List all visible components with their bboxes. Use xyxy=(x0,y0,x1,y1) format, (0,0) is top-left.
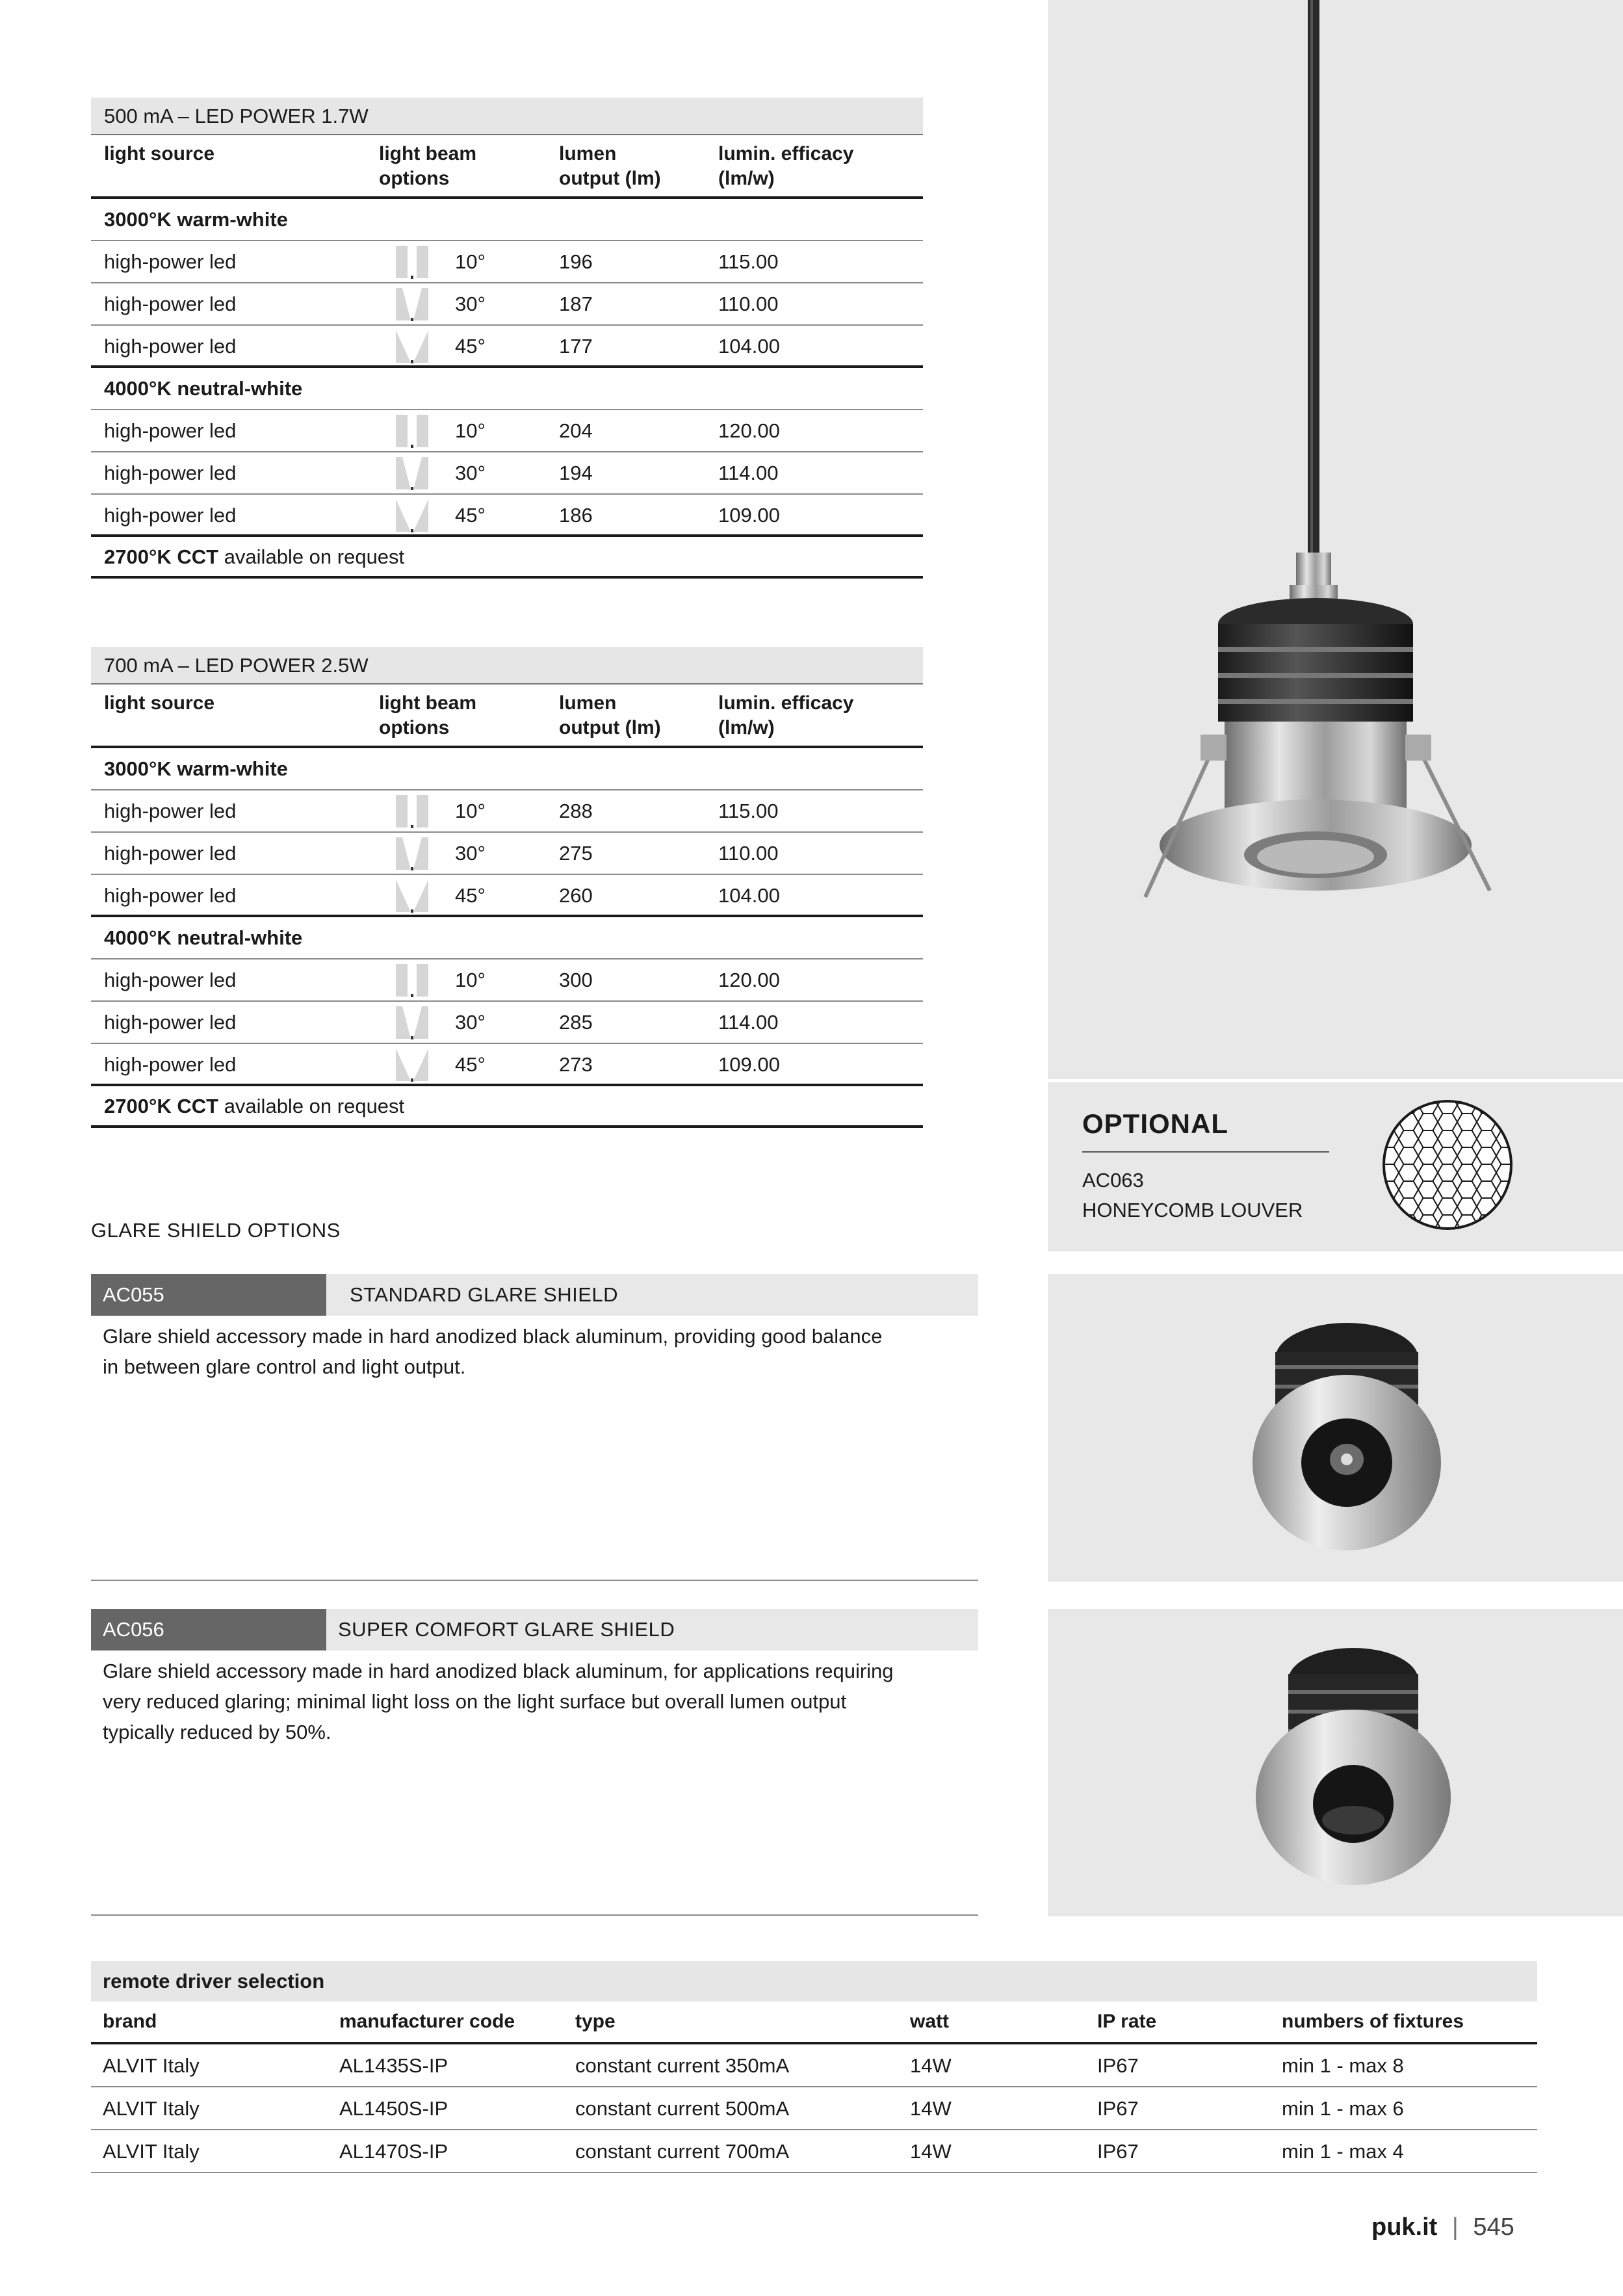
table-row: high-power led 45° 260 104.00 xyxy=(91,875,923,917)
optional-title: OPTIONAL xyxy=(1082,1108,1228,1139)
honeycomb-louver-icon xyxy=(1379,1097,1516,1233)
product-image-panel xyxy=(1048,0,1623,1079)
glare-shield-code: AC056 xyxy=(91,1609,326,1650)
col-light-source: light source xyxy=(104,143,215,164)
table-row: high-power led 30° 194 114.00 xyxy=(91,452,923,495)
table-row: high-power led 30° 187 110.00 xyxy=(91,283,923,326)
col-lumen: lumen output (lm) xyxy=(559,692,661,738)
beam-45-icon xyxy=(393,498,431,533)
table-row: high-power led 45° 177 104.00 xyxy=(91,326,923,368)
remote-driver-table xyxy=(91,1961,1537,2173)
spec-table-500ma xyxy=(91,98,923,579)
table-row: ALVIT Italy AL1435S-IP constant current 350mA 14W IP67 min 1 - max 8 xyxy=(91,2044,1537,2087)
table-row: high-power led 30° 275 110.00 xyxy=(91,833,923,875)
beam-30-icon xyxy=(393,1005,431,1040)
table-footnote: 2700°K CCT available on request xyxy=(91,1086,923,1128)
table-row: high-power led 30° 285 114.00 xyxy=(91,1002,923,1044)
super-comfort-glare-shield-image xyxy=(1048,1609,1623,1916)
glare-shield-description: Glare shield accessory made in hard anodized black aluminum, providing good balance in between glare control and light output. xyxy=(103,1325,883,1378)
glare-shield-code: AC055 xyxy=(91,1274,326,1316)
table-title: 700 mA – LED POWER 2.5W xyxy=(91,647,923,685)
table-header-row xyxy=(91,135,923,199)
col-beam: light beam options xyxy=(379,692,477,738)
section-row: 4000°K neutral-white xyxy=(91,368,923,410)
section-row: 3000°K warm-white xyxy=(91,748,923,790)
beam-30-icon xyxy=(393,836,431,871)
optional-accessory-panel xyxy=(1048,1082,1623,1251)
beam-10-icon xyxy=(393,963,431,998)
table-header-row xyxy=(91,685,923,748)
table-row: high-power led 10° 196 115.00 xyxy=(91,241,923,283)
table-footnote: 2700°K CCT available on request xyxy=(91,537,923,579)
table-row: ALVIT Italy AL1450S-IP constant current 500mA 14W IP67 min 1 - max 6 xyxy=(91,2087,1537,2130)
table-row: high-power led 45° 273 109.00 xyxy=(91,1044,923,1086)
col-efficacy: lumin. efficacy (lm/w) xyxy=(718,143,854,189)
site-link[interactable]: puk.it xyxy=(1371,2213,1438,2241)
beam-30-icon xyxy=(393,287,431,322)
beam-45-icon xyxy=(393,878,431,913)
footer-separator: | xyxy=(1451,2213,1459,2241)
driver-table-title: remote driver selection xyxy=(91,1961,1537,2002)
beam-45-icon xyxy=(393,329,431,364)
col-light-source: light source xyxy=(104,692,215,714)
glare-shield-title: STANDARD GLARE SHIELD xyxy=(350,1283,619,1306)
ac055-image-panel xyxy=(1048,1274,1623,1582)
table-row: high-power led 45° 186 109.00 xyxy=(91,495,923,537)
beam-10-icon xyxy=(393,794,431,829)
beam-10-icon xyxy=(393,244,431,280)
table-row: high-power led 10° 288 115.00 xyxy=(91,790,923,833)
table-row: high-power led 10° 204 120.00 xyxy=(91,410,923,452)
page-number: 545 xyxy=(1473,2213,1514,2241)
page-footer xyxy=(1371,2211,1514,2243)
glare-shield-heading: GLARE SHIELD OPTIONS xyxy=(91,1219,341,1242)
spec-table-700ma xyxy=(91,647,923,1128)
optional-code: AC063 xyxy=(1082,1169,1144,1192)
optional-divider xyxy=(1082,1151,1329,1153)
ac056-image-panel xyxy=(1048,1609,1623,1916)
col-efficacy: lumin. efficacy (lm/w) xyxy=(718,692,854,738)
glare-shield-bar-ac056 xyxy=(91,1609,978,1650)
table-row: high-power led 10° 300 120.00 xyxy=(91,959,923,1002)
beam-30-icon xyxy=(393,456,431,491)
table-row: ALVIT Italy AL1470S-IP constant current 700mA 14W IP67 min 1 - max 4 xyxy=(91,2130,1537,2173)
optional-name: HONEYCOMB LOUVER xyxy=(1082,1199,1303,1221)
table-title: 500 mA – LED POWER 1.7W xyxy=(91,98,923,135)
beam-10-icon xyxy=(393,413,431,449)
glare-shield-bar-ac055 xyxy=(91,1274,978,1316)
section-divider xyxy=(91,1914,978,1916)
glare-shield-description: Glare shield accessory made in hard anodized black aluminum, for applications requiring very reduced glaring; minimal light loss on the light surface but overall lumen output typically reduced by 50%. xyxy=(103,1660,894,1743)
glare-shield-title: SUPER COMFORT GLARE SHIELD xyxy=(338,1618,675,1641)
standard-glare-shield-image xyxy=(1048,1274,1623,1582)
beam-45-icon xyxy=(393,1047,431,1082)
section-divider xyxy=(91,1580,978,1581)
downlight-product-image xyxy=(1048,0,1623,1079)
driver-header-row: brand manufacturer code type watt IP rate numbers of fixtures xyxy=(91,2002,1537,2044)
section-row: 3000°K warm-white xyxy=(91,199,923,241)
col-beam: light beam options xyxy=(379,143,477,189)
col-lumen: lumen output (lm) xyxy=(559,143,661,189)
section-row: 4000°K neutral-white xyxy=(91,917,923,959)
